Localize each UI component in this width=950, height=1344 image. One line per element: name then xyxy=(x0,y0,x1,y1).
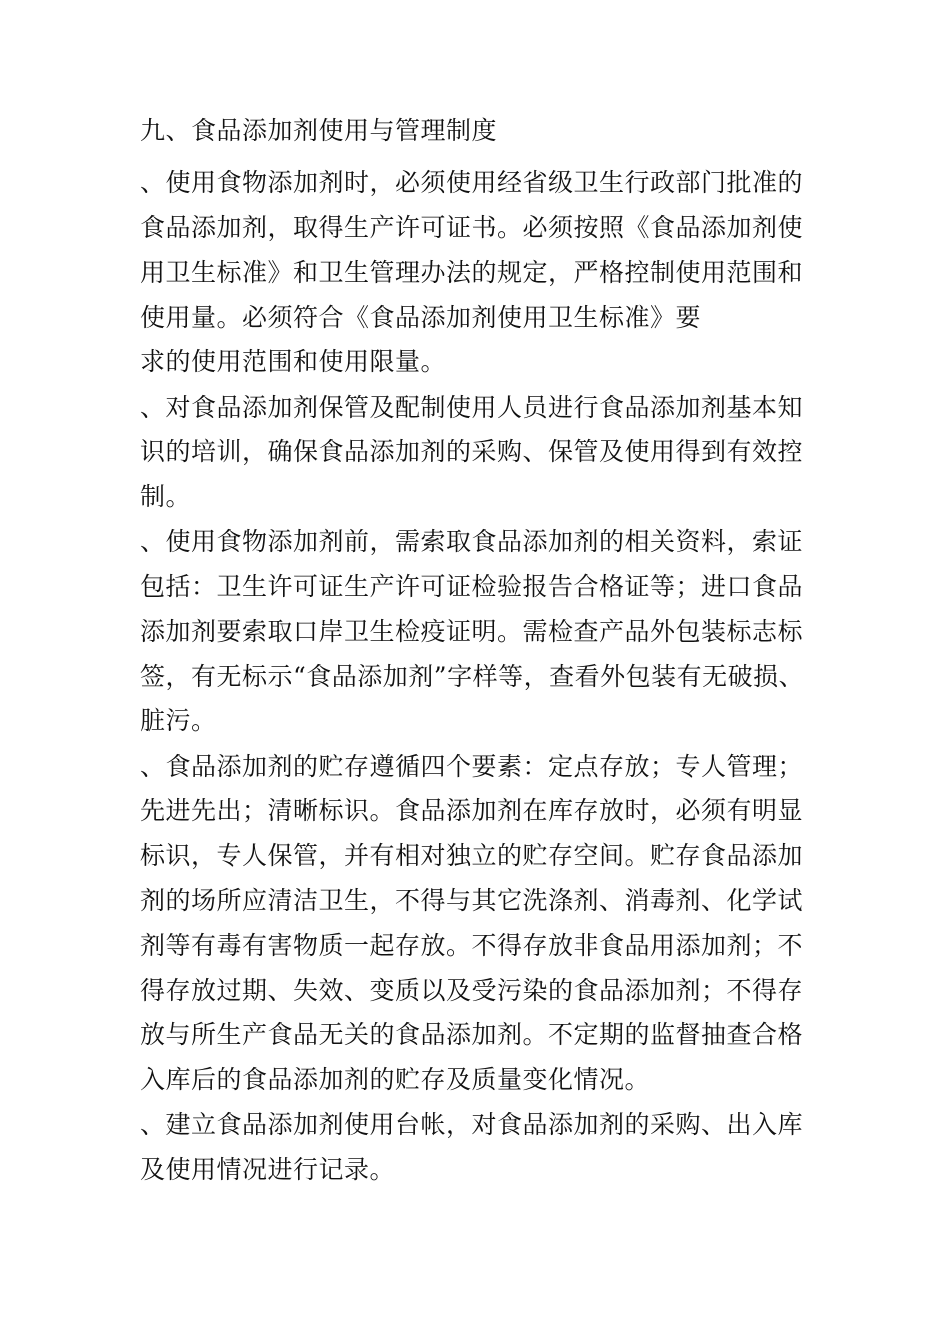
paragraph-line: 剂等有毒有害物质一起存放。不得存放非食品用添加剂；不 xyxy=(140,931,804,960)
paragraph-line: 包括：卫生许可证生产许可证检验报告合格证等；进口食品 xyxy=(140,572,804,601)
paragraph-line: 、对食品添加剂保管及配制使用人员进行食品添加剂基本知 xyxy=(140,393,804,422)
paragraph-line: 识的培训，确保食品添加剂的采购、保管及使用得到有效控 xyxy=(140,437,804,466)
paragraph-line: 求的使用范围和使用限量。 xyxy=(140,347,447,376)
paragraph-line: 使用量。必须符合《食品添加剂使用卫生标准》要 xyxy=(140,303,702,332)
paragraph-line: 及使用情况进行记录。 xyxy=(140,1155,396,1184)
paragraph-line: 脏污。 xyxy=(140,706,217,735)
paragraph-line: 签，有无标示“食品添加剂”字样等，查看外包装有无破损、 xyxy=(140,662,805,691)
paragraph-line: 剂的场所应清洁卫生，不得与其它洗涤剂、消毒剂、化学试 xyxy=(140,886,804,915)
paragraph-line: 、使用食物添加剂时，必须使用经省级卫生行政部门批准的 xyxy=(140,168,804,197)
paragraph-line: 先进先出；清晰标识。食品添加剂在库存放时，必须有明显 xyxy=(140,796,804,825)
paragraph-line: 、食品添加剂的贮存遵循四个要素：定点存放；专人管理； xyxy=(140,752,804,781)
paragraph-line: 放与所生产食品无关的食品添加剂。不定期的监督抽查合格 xyxy=(140,1020,804,1049)
paragraph-line: 入库后的食品添加剂的贮存及质量变化情况。 xyxy=(140,1065,651,1094)
paragraph-line: 添加剂要索取口岸卫生检疫证明。需检查产品外包装标志标 xyxy=(140,617,804,646)
paragraph-line: 制。 xyxy=(140,482,192,511)
paragraph-line: 标识，专人保管，并有相对独立的贮存空间。贮存食品添加 xyxy=(140,841,804,870)
paragraph-line: 得存放过期、失效、变质以及受污染的食品添加剂；不得存 xyxy=(140,976,804,1005)
paragraph-line: 、使用食物添加剂前，需索取食品添加剂的相关资料，索证 xyxy=(140,527,804,556)
paragraph-line: 用卫生标准》和卫生管理办法的规定，严格控制使用范围和 xyxy=(140,258,804,287)
paragraph-line: 食品添加剂，取得生产许可证书。必须按照《食品添加剂使 xyxy=(140,213,804,242)
document-title: 九、食品添加剂使用与管理制度 xyxy=(140,116,498,145)
paragraph-line: 、建立食品添加剂使用台帐，对食品添加剂的采购、出入库 xyxy=(140,1110,804,1139)
